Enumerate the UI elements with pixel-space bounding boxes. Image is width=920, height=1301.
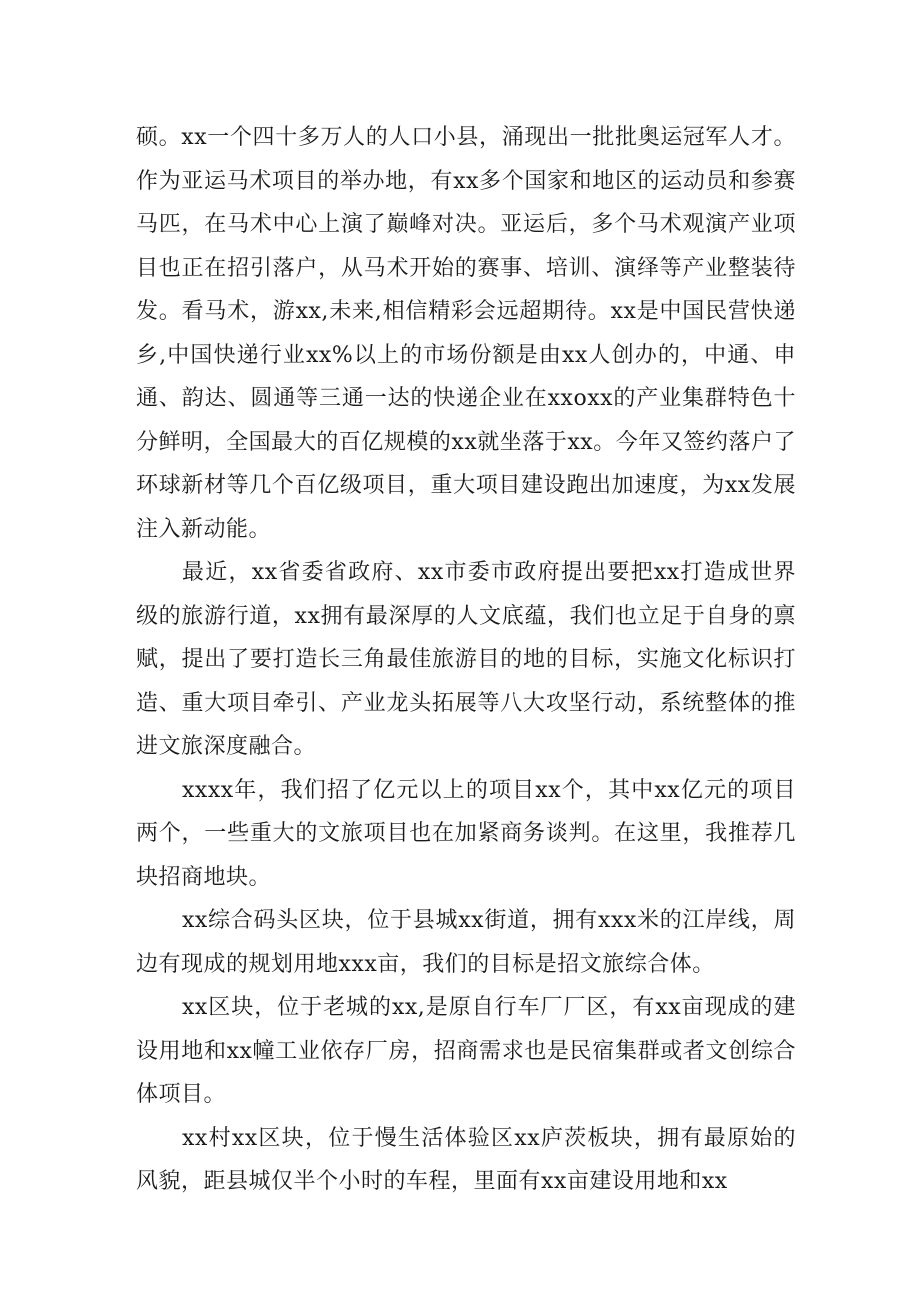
paragraph-2: 最近，xx省委省政府、xx市委市政府提出要把xx打造成世界级的旅游行道，xx拥有最深厚的人文底蕴，我们也立足于自身的禀赋，提出了要打造长三角最佳旅游目的地的目标，实施文化标识打造、重大项目牵引、产业龙头拓展等八大攻坚行动，系统整体的推进文旅深度融合。 bbox=[136, 560, 796, 759]
paragraph-4: xx综合码头区块，位于县城xx街道，拥有xxx米的江岸线，周边有现成的规划用地xxx亩，我们的目标是招文旅综合体。 bbox=[136, 908, 796, 977]
paragraph-6: xx村xx区块，位于慢生活体验区xx庐茨板块，拥有最原始的风貌，距县城仅半个小时的车程，里面有xx亩建设用地和xx bbox=[136, 1125, 796, 1194]
document-body bbox=[136, 116, 796, 1204]
paragraph-5: xx区块，位于老城的xx,是原自行车厂厂区，有xx亩现成的建设用地和xx幢工业依存厂房，招商需求也是民宿集群或者文创综合体项目。 bbox=[136, 995, 796, 1107]
paragraph-3: xxxx年，我们招了亿元以上的项目xx个，其中xx亿元的项目两个，一些重大的文旅项目也在加紧商务谈判。在这里，我推荐几块招商地块。 bbox=[136, 777, 796, 890]
paragraph-1: 硕。xx一个四十多万人的人口小县，涌现出一批批奥运冠军人才。作为亚运马术项目的举办地，有xx多个国家和地区的运动员和参赛马匹，在马术中心上演了巅峰对决。亚运后，多个马术观演产业项目也正在招引落户，从马术开始的赛事、培训、演绎等产业整装待发。看马术，游xx,未来,相信精彩会远超期待。xx是中国民营快递乡,中国快递行业xx%以上的市场份额是由xx人创办的，中通、申通、韵达、圆通等三通一达的快递企业在xxoxx的产业集群特色十分鲜明，全国最大的百亿规模的xx就坐落于xx。今年又签约落户了环球新材等几个百亿级项目，重大项目建设跑出加速度，为xx发展注入新动能。 bbox=[136, 125, 796, 542]
